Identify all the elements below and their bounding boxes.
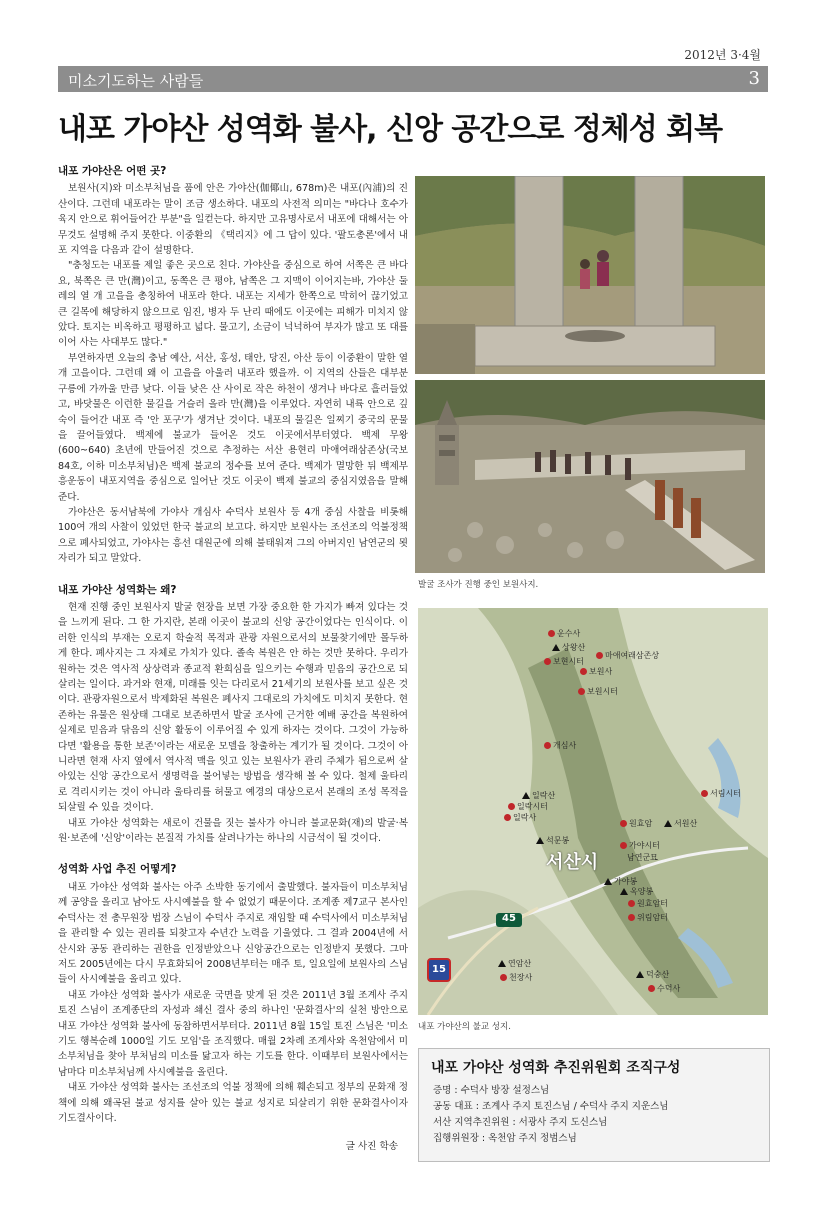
map-caption: 내포 가야산의 불교 성지. bbox=[418, 1022, 511, 1032]
map-temple: 보원시터 bbox=[578, 686, 618, 697]
paragraph: 내포 가야산 성역화 불사는 조선조의 억불 정책에 의해 훼손되고 정부의 문화재 정책에 의해 왜곡된 불교 성지를 살아 있는 불교 성지로 되살리기 위한 문화결사이자 기도결사이다. bbox=[58, 1082, 408, 1124]
map-peak: 옥양봉 bbox=[620, 886, 653, 897]
committee-member: 집행위원장 : 옥천암 주지 정범스님 bbox=[433, 1133, 577, 1144]
subheading-1: 내포 가야산은 어떤 곳? bbox=[58, 165, 167, 177]
committee-member: 서산 지역추진위원 : 서광사 주지 도신스님 bbox=[433, 1117, 608, 1128]
committee-member: 공동 대표 : 조계사 주지 토진스님 / 수덕사 주지 지운스님 bbox=[433, 1101, 669, 1112]
photo-flagpole-supports bbox=[415, 176, 765, 374]
highway-45-label: 45 bbox=[502, 913, 516, 924]
map-peak: 서원산 bbox=[664, 818, 697, 829]
map-temple: 서림시터 bbox=[701, 788, 741, 799]
map-peak: 연암산 bbox=[498, 958, 531, 969]
subheading-3: 성역화 사업 추진 어떻게? bbox=[58, 863, 177, 876]
committee-member: 증명 : 수덕사 방장 설정스님 bbox=[433, 1085, 550, 1096]
page-number: 3 bbox=[748, 68, 760, 89]
paragraph: "충청도는 내포를 제일 좋은 곳으로 친다. 가야산을 중심으로 하여 서쪽은 큰 바다요, 북쪽은 큰 만(灣)이고, 동쪽은 큰 평야, 남쪽은 그 지맥이 이어지는바, 가야산 둘레의 열 개 고을을 총칭하여 내포라 한다. 내포는 지세가 한쪽으로 막히어 끊기었고 큰 길목에 해당하지 않으므로 임진, 병자 두 난리 때에도 이곳에는 피해가 미치지 않았다. 토지는 비옥하고 평평하고 넓다. 물고기, 소금이 넉넉하여 부자가 많고 또 대를 이어 사는 사대부도 많다." bbox=[58, 260, 408, 349]
map-temple: 원효암터 bbox=[628, 898, 668, 909]
map-temple: 일락시터 bbox=[508, 801, 548, 812]
article-body bbox=[58, 164, 408, 1126]
city-label: 서산시 bbox=[546, 852, 599, 873]
map-temple: 수덕사 bbox=[648, 983, 680, 994]
map-temple: 보원사 bbox=[580, 666, 612, 677]
committee-list bbox=[433, 1083, 668, 1147]
highway-15-label: 15 bbox=[432, 964, 446, 975]
photo-caption: 발굴 조사가 진행 중인 보원사지. bbox=[418, 580, 539, 590]
map-temple: 가야시터 bbox=[620, 840, 660, 851]
map-temple: 일락사 bbox=[504, 812, 536, 823]
map-peak: 가야봉 bbox=[604, 876, 637, 887]
committee-box bbox=[418, 1048, 770, 1162]
map-temple: 위림암터 bbox=[628, 912, 668, 923]
map-temple: 운수사 bbox=[548, 628, 580, 639]
map-peak: 석문봉 bbox=[536, 835, 569, 846]
temple-map bbox=[418, 608, 768, 1015]
subheading-2: 내포 가야산 성역화는 왜? bbox=[58, 583, 177, 596]
map-peak: 상왕산 bbox=[552, 642, 585, 653]
map-temple: 마애여래삼존상 bbox=[596, 650, 659, 661]
paragraph: 부연하자면 오늘의 충남 예산, 서산, 홍성, 태안, 당진, 아산 등이 이중환이 말한 열 개 고을이다. 그런데 왜 이 고을을 아울러 내포라 했을까. 이 지역의 산들은 대부분 구릉에 가까울 만큼 낮다. 이들 낮은 산 사이로 작은 하천이 생겨나 바다로 흘러들었고, 바닷물은 이런한 물길을 거슬러 올라 만(灣)을 이루었다. 자연히 내륙 안으로 깊숙이 들어간 내포 즉 '안 포구'가 생겨난 것이다. 내포의 물길은 일찌기 중국의 문물을 끌어들였다. 백제에 불교가 들어온 것도 이곳에서부터였다. 백제 무왕(600~640) 초년에 만들어진 것으로 추정하는 서산 용현리 마애여래삼존상(국보 84호, 이하 미소부처님)은 백제 불교의 정수를 보여 준다. 백제가 멸망한 뒤 백제부흥운동이 내포지역을 중심으로 일어난 것도 이곳이 백제 불교의 중심지였음을 말해준다. bbox=[58, 352, 408, 503]
photo-excavation-site bbox=[415, 380, 765, 573]
paragraph: 가야산은 동서남북에 가야사 개심사 수덕사 보원사 등 4개 중심 사찰을 비롯해 100여 개의 사찰이 있었던 한국 불교의 보고다. 하지만 보원사는 조선조의 억불정책으로 폐사되었고, 가야사는 흥선 대원군에 의해 불태워져 그의 아버지인 남연군의 묏자리가 되고 말았다. bbox=[58, 506, 408, 565]
paragraph: 보원사(지)와 미소부처님을 품에 안은 가야산(伽倻山, 678m)은 내포(內浦)의 진산이다. 그런데 내포라는 말이 조금 생소하다. 내포의 사전적 의미는 "바다나 호수가 육지 안으로 휘어들어간 부분"을 일컫는다. 하지만 고유명사로서 내포에 대해서는 아무것도 설명해 주지 못한다. 이중환의 《택리지》에 그 답이 있다. '팔도총론'에서 내포 지역을 다음과 같이 설명한다. bbox=[58, 183, 409, 257]
section-title: 미소기도하는 사람들 bbox=[68, 72, 204, 90]
map-temple: 보현시터 bbox=[544, 656, 584, 667]
paragraph: 내포 가야산 성역화 불사가 새로운 국면을 맞게 된 것은 2011년 3월 조계사 주지 토진 스님이 조계종단의 자성과 쇄신 결사 중의 하나인 '문화결사'의 실천 방안으로 내포 가야산 성역화 불사에 동참하면서부터다. 2011년 8월 15일 토진 스님은 '미소기도 행복순례 1000일 기도 모임'을 조직했다. 매월 2차례 조계사와 옥천암에서 미소부처님을 찾아 부처님의 미소를 닮고자 하는 기도를 한다. 이때부터 보원사에서는 남마다 미소부처님께 사시예불을 올린다. bbox=[58, 989, 408, 1078]
committee-title: 내포 가야산 성역화 추진위원회 조직구성 bbox=[431, 1060, 681, 1076]
headline: 내포 가야산 성역화 불사, 신앙 공간으로 정체성 회복 bbox=[58, 112, 723, 147]
paragraph: 현재 진행 중인 보원사지 발굴 현장을 보면 가장 중요한 한 가지가 빠져 있다는 것을 느끼게 된다. 그 한 가지란, 본래 이곳이 불교의 신앙 공간이었다는 인식이다. 이러한 인식의 부재는 오로지 학술적 목적과 관광 자원으로서의 보물찾기에만 몰두하게 한다. 폐사지는 그 자체로 가치가 있다. 졸속 복원은 안 하는 것만 못하다. 우리가 원하는 것은 역사적 상상력과 종교적 환희심을 일으키는 수행과 믿음의 공간으로 되살리는 일이다. 과거와 현재, 미래를 잇는 다리로서 21세기의 보원사를 보고 싶은 것이다. 관광자원으로서 박제화된 복원은 폐사지 그대로의 가치에도 미치지 못한다. 현존하는 유물은 원상태 그대로 보존하면서 발굴 조사에 근거한 예배 공간을 복원하여 실제로 믿음과 닦음의 신앙 활동이 이루어질 수 있게 하자는 것이다. 그것이 가능하다면 '활용을 통한 보존'이라는 새로운 모델을 창출하는 계기가 될 것이다. 그것이 아니라면 현재 사지 옆에서 역사적 맥을 잇고 있는 보원사가 관리 주체가 됨으로써 살아있는 신앙 공간으로서 생명력을 불어넣는 방법을 생각해 볼 수 있다. 철제 울타리로 격리시키는 것이 아니라 울타리를 허물고 예경의 대상으로서 본래의 조성 목적을 되살릴 수 있을 것이다. bbox=[58, 601, 408, 814]
issue-date: 2012년 3·4월 bbox=[684, 48, 761, 62]
map-peak: 덕숭산 bbox=[636, 969, 669, 980]
map-temple: 천장사 bbox=[500, 972, 532, 983]
paragraph: 내포 가야산 성역화 불사는 아주 소박한 동기에서 출발했다. 불자들이 미소부처님께 공양을 올리고 남아도 사시예불을 할 수 없었기 때문이다. 조계종 제7교구 본사인 수덕사는 전 총무원장 법장 스님이 수덕사 주지로 재임할 때 수덕사에서 미소부처님을 관리할 수 있는 권리를 되찾고자 수년간 노력을 기울였다. 그 결과 2004년에 서산시와 공동 관리하는 권한을 인정받았으나 신앙공간으로는 인정받지 못했다. 그마저도 2005년에는 다시 무효화되어 2008년부터는 매주 토, 일요일에 보원사의 스님들이 사시예불을 올리고 있다. bbox=[58, 881, 408, 986]
paragraph: 내포 가야산 성역화는 새로이 건물을 짓는 불사가 아니라 불교문화(재)의 발굴·복원·보존에 '신앙'이라는 본질적 가치를 살려나가는 하나의 시금석이 될 것이다. bbox=[58, 817, 408, 845]
map-temple: 개심사 bbox=[544, 740, 576, 751]
byline: 글 사진 학송 bbox=[345, 1141, 398, 1152]
section-band bbox=[58, 66, 768, 92]
map-temple: 남연군묘 bbox=[627, 853, 658, 862]
map-peak: 일락산 bbox=[522, 790, 555, 801]
map-temple: 원효암 bbox=[620, 818, 652, 829]
